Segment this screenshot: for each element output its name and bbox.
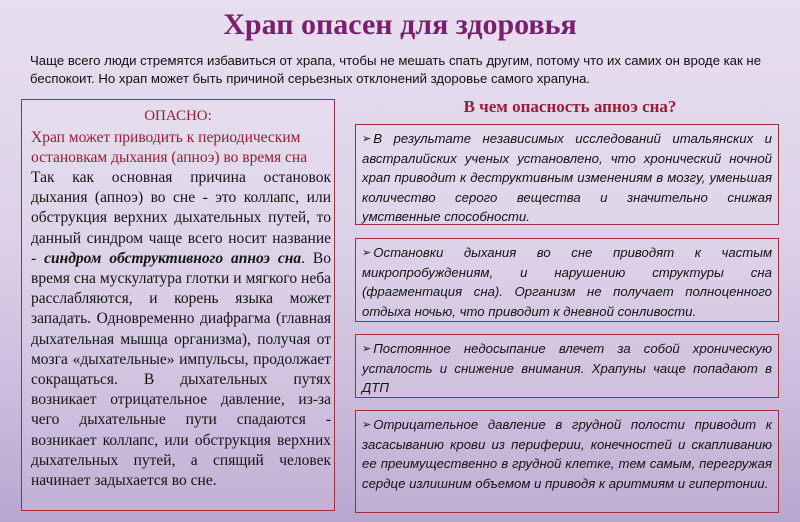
info-text-brain: В результате независимых исследований итальянских и австралийских ученых установлено, что хронический ночной храп приводит к деструктивным изменениям в мозгу, уменьшая количество серого вещества и значительно снижая умственные способности. xyxy=(362,131,772,224)
info-text-fatigue: Постоянное недосыпание влечет за собой хроническую усталость и снижение внимания. Храпуны чаще попадают в ДТП xyxy=(362,341,772,396)
arrow-bullet-icon: ➢ xyxy=(362,247,372,259)
info-text-sleep: Остановки дыхания во сне приводят к частым микропробуждениям, и нарушению структуры сна (фрагментация сна). Организм не получает полноценного отдыха ночью, что приводит к дневной сонливости. xyxy=(362,245,772,319)
info-text-heart: Отрицательное давление в грудной полости приводит к засасыванию крови из периферии, конечностей и скапливанию ее преимущественно в грудной клетке, тем самым, перегружая сердце излишним объемом и приводя к аритмиям и гипертонии. xyxy=(362,417,772,491)
info-box-fatigue xyxy=(355,334,779,398)
info-box-sleep xyxy=(355,238,779,322)
intro-paragraph: Чаще всего люди стремятся избавиться от храпа, чтобы не мешать спать другим, потому что их самих он вроде как не беспокоит. Но храп может быть причиной серьезных отклонений здоровье самого храпуна. xyxy=(30,53,762,86)
danger-lead: Храп может приводить к периодическим остановкам дыхания (апноэ) во время сна xyxy=(31,129,308,166)
danger-panel xyxy=(21,99,335,511)
slide-title: Храп опасен для здоровья xyxy=(223,8,577,41)
danger-body-intro: Так как основная причина остановок дыхания (апноэ) во сне - это коллапс, или обструкция верхних дыхательных путей, то данный синдром чаще всего носит название - xyxy=(31,169,331,267)
syndrome-term: синдром обструктивного апноэ сна xyxy=(44,249,302,267)
danger-heading: ОПАСНО: xyxy=(144,108,212,124)
danger-body xyxy=(31,168,331,491)
apnea-danger-heading: В чем опасность апноэ сна? xyxy=(463,97,677,116)
danger-body-rest: . Во время сна мускулатура глотки и мягкого неба расслабляются, и корень языка может западать. Одновременно диафрагма (главная дыхательная мышца организма), получая от мозга «дыхательные» импульсы, продолжает сокращаться. В дыхательных путях возникает отрицательное давление, из-за чего дыхательные пути спадаются - возникает коллапс, или обструкция верхних дыхательных путей, а спящий человек начинает задыхается во сне. xyxy=(31,249,331,490)
info-box-heart xyxy=(355,410,779,513)
arrow-bullet-icon: ➢ xyxy=(362,343,372,355)
arrow-bullet-icon: ➢ xyxy=(362,419,372,431)
arrow-bullet-icon: ➢ xyxy=(362,133,372,145)
info-box-brain xyxy=(355,124,779,225)
